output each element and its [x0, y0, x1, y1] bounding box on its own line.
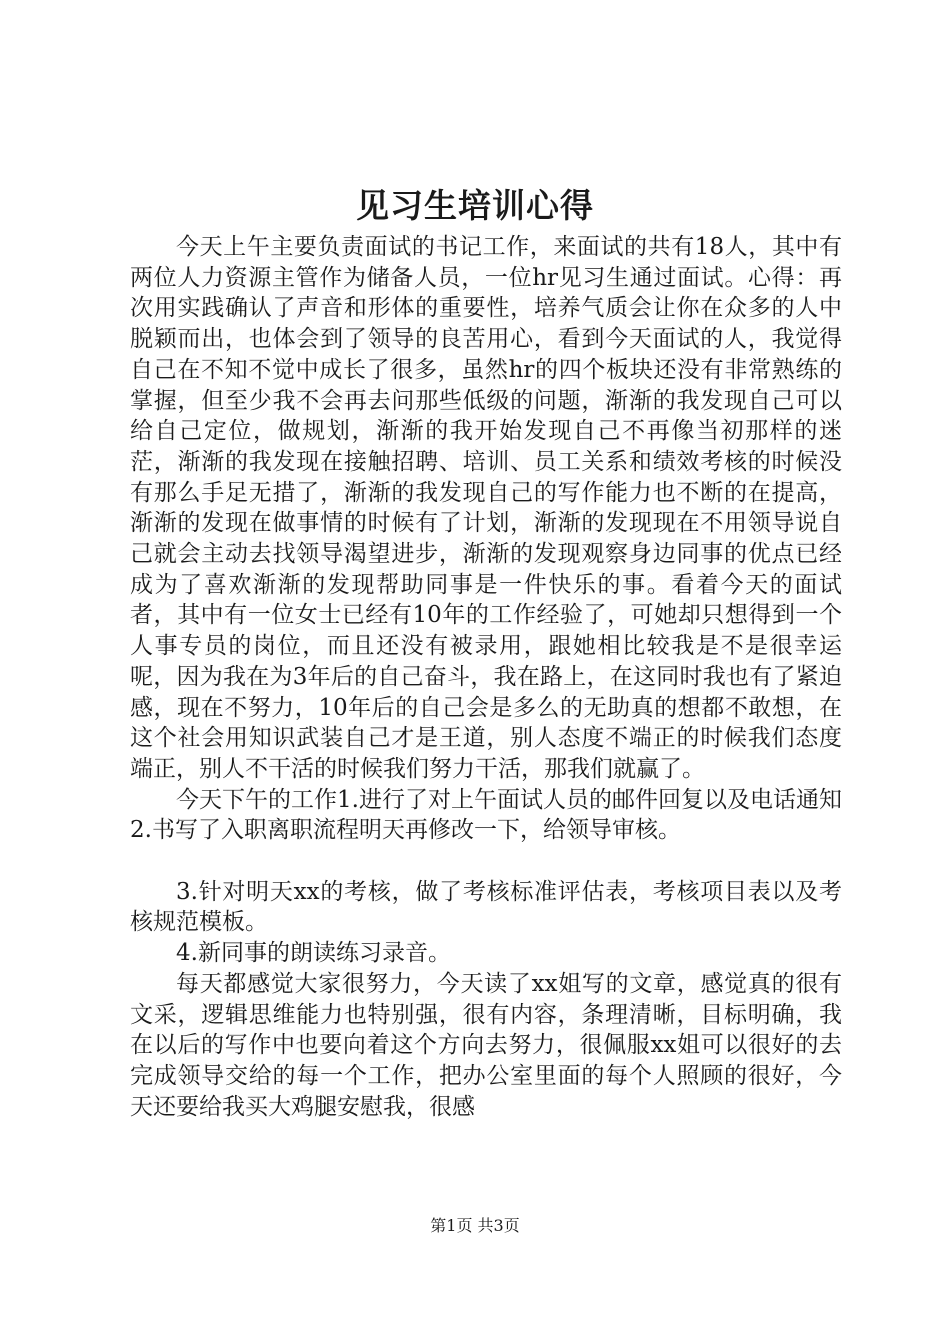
paragraph-morning-interview: 今天上午主要负责面试的书记工作，来面试的共有18人，其中有两位人力资源主管作为储备人员，一位hr见习生通过面试。心得：再次用实践确认了声音和形体的重要性，培养气质会让你在众多的人中脱颖而出，也体会到了领导的良苦用心，看到今天面试的人，我觉得自己在不知不觉中成长了很多，虽然hr的四个板块还没有非常熟练的掌握，但至少我不会再去问那些低级的问题，渐渐的我发现自己可以给自己定位，做规划，渐渐的我开始发现自己不再像当初那样的迷茫，渐渐的我发现在接触招聘、培训、员工关系和绩效考核的时候没有那么手足无措了，渐渐的我发现自己的写作能力也不断的在提高，渐渐的发现在做事情的时候有了计划，渐渐的发现现在不用领导说自己就会主动去找领导渴望进步，渐渐的发现观察身边同事的优点已经成为了喜欢渐渐的发现帮助同事是一件快乐的事。看着今天的面试者，其中有一位女士已经有10年的工作经验了，可她却只想得到一个人事专员的岗位，而且还没有被录用，跟她相比较我是不是很幸运呢，因为我在为3年后的自己奋斗，我在路上，在这同时我也有了紧迫感，现在不努力，10年后的自己会是多么的无助真的想都不敢想，在这个社会用知识武装自己才是王道，别人态度不端正的时候我们态度端正，别人不干活的时候我们努力干活，那我们就赢了。	[130, 234, 842, 782]
paragraph-item-3: 3.针对明天xx的考核，做了考核标准评估表，考核项目表以及考核规范模板。	[130, 878, 842, 936]
document-body	[130, 232, 842, 1122]
paragraph-reflection: 每天都感觉大家很努力，今天读了xx姐写的文章，感觉真的很有文采，逻辑思维能力也特别强，很有内容，条理清晰，目标明确，我在以后的写作中也要向着这个方向去努力，很佩服xx姐可以很好的去完成领导交给的每一个工作，把办公室里面的每个人照顾的很好，今天还要给我买大鸡腿安慰我，很感	[130, 970, 842, 1120]
document-title: 见习生培训心得	[356, 186, 594, 225]
paragraph-afternoon-work: 今天下午的工作1.进行了对上午面试人员的邮件回复以及电话通知2.书写了入职离职流程明天再修改一下，给领导审核。	[130, 786, 842, 844]
paragraph-item-4: 4.新同事的朗读练习录音。	[176, 940, 451, 967]
page-number: 第1页 共3页	[430, 1216, 520, 1235]
